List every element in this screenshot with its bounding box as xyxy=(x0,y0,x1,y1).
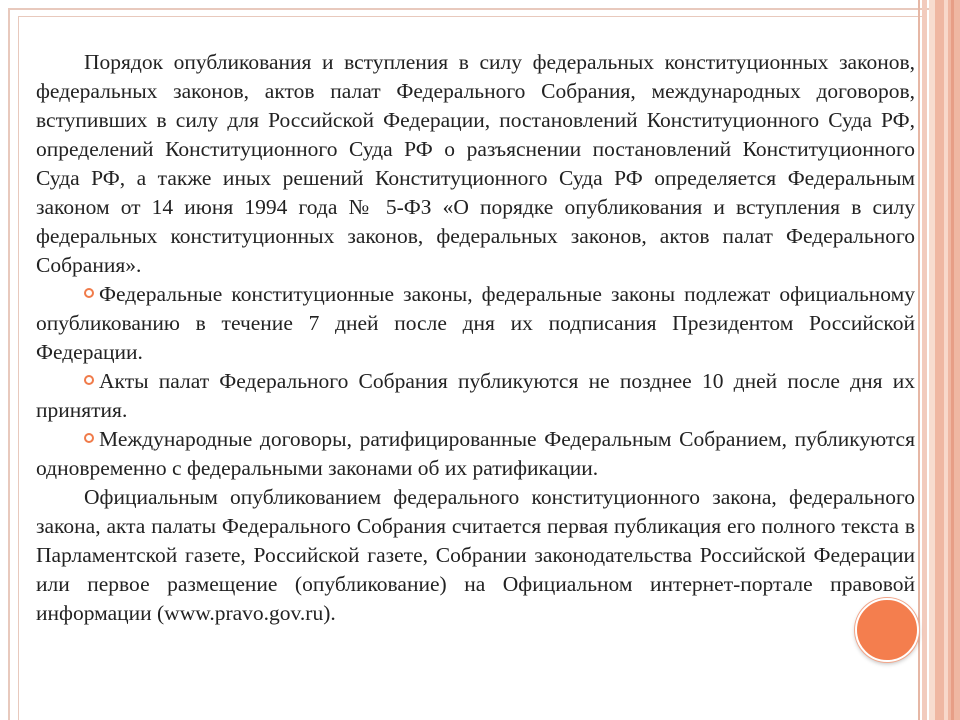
bullet-text: Международные договоры, ратифицированные Федеральным Собранием, публикуются одновременно с федеральными законами об их ратификации. xyxy=(36,427,915,480)
bullet-icon xyxy=(84,288,94,298)
decor-stripe xyxy=(951,0,954,720)
bullet-icon xyxy=(84,375,94,385)
bullet-item-1 xyxy=(36,280,915,367)
closing-paragraph: Официальным опубликованием федерального конституционного закона, федерального закона, акта палаты Федерального Собрания считается первая публикация его полного текста в Парламентской газете, Российской газете, Собрании законодательства Российской Федерации или первое размещение (опубликование) на Официальном интернет-портале правовой информации (www.pravo.gov.ru). xyxy=(36,485,915,625)
decor-stripe xyxy=(922,0,927,720)
bullet-item-2 xyxy=(36,367,915,425)
intro-paragraph: Порядок опубликования и вступления в силу федеральных конституционных законов, федеральных законов, актов палат Федерального Собрания, международных договоров, вступивших в силу для Российской Федерации, постановлений Конституционного Суда РФ, определений Конституционного Суда РФ о разъяснении постановлений Конституционного Суда РФ, а также иных решений Конституционного Суда РФ определяется Федеральным законом от 14 июня 1994 года № 5-ФЗ «О порядке опубликования и вступления в силу федеральных конституционных законов, федеральных законов, актов палат Федерального Собрания». xyxy=(36,50,915,277)
orange-circle-icon xyxy=(855,598,919,662)
slide-content xyxy=(36,48,915,628)
decor-stripe xyxy=(918,0,920,720)
bullet-item-3 xyxy=(36,425,915,483)
decor-stripe xyxy=(944,0,948,720)
bullet-icon xyxy=(84,433,94,443)
bullet-text: Федеральные конституционные законы, федеральные законы подлежат официальному опубликованию в течение 7 дней после дня их подписания Президентом Российской Федерации. xyxy=(36,282,915,364)
bullet-text: Акты палат Федерального Собрания публикуются не позднее 10 дней после дня их принятия. xyxy=(36,369,915,422)
